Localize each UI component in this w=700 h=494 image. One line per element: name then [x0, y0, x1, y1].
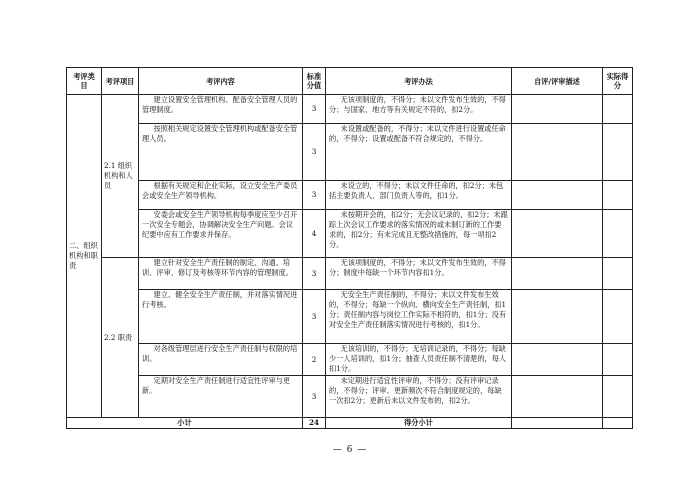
method-cell: 未设置或配备的，不得分；未以文件进行设置或任命的，不得分；设置或配备不符合规定的，不得分。: [326, 124, 512, 181]
score-cell: 3: [303, 376, 326, 418]
table-row: [67, 95, 633, 124]
subtotal-method-label: 得分小计: [326, 418, 512, 429]
self-desc-cell[interactable]: [512, 290, 603, 344]
actual-score-cell[interactable]: [603, 181, 633, 210]
header-category: 考评类目: [67, 68, 102, 95]
self-desc-cell[interactable]: [512, 95, 603, 124]
header-self-desc: 自评/评审描述: [512, 68, 603, 95]
self-desc-cell[interactable]: [512, 344, 603, 376]
table-row: [67, 258, 633, 290]
score-cell: 3: [303, 124, 326, 181]
method-cell: 无该项制度的，不得分；未以文件发布生效的，不得分；制度中每缺一个环节内容扣1分。: [326, 258, 512, 290]
score-cell: 4: [303, 210, 326, 258]
header-row: [67, 68, 633, 95]
content-cell: 建立针对安全生产责任制的制定、沟通、培训、评审、修订及考核等环节内容的管理制度。: [139, 258, 303, 290]
actual-score-cell[interactable]: [603, 210, 633, 258]
method-cell: 无该项制度的，不得分；未以文件发布生效的，不得分；与国家、地方等有关规定不符的，扣2分。: [326, 95, 512, 124]
score-cell: 3: [303, 258, 326, 290]
method-cell: 未定期进行适宜性评审的，不得分；没有评审记录的，不得分；评审、更新频次不符合制度规定的，每缺一次扣2分；更新后未以文件发布的，扣2分。: [326, 376, 512, 418]
section-label: 2.2 职责: [102, 258, 139, 418]
self-desc-cell[interactable]: [512, 376, 603, 418]
page-number: — 6 —: [332, 445, 368, 455]
section-label: 2.1 组织机构和人员: [102, 95, 139, 258]
actual-score-cell[interactable]: [603, 376, 633, 418]
method-cell: 未按期开会的，扣2分；无会议记录的，扣2分；未跟踪上次会议工作要求的落实情况的或未制订新的工作要求的，扣2分；有未完成且无整改措施的，每一项扣2分。: [326, 210, 512, 258]
table-row: [67, 181, 633, 210]
subtotal-score: 24: [303, 418, 326, 429]
self-desc-cell[interactable]: [512, 124, 603, 181]
subtotal-label: 小计: [67, 418, 303, 429]
subtotal-actual-cell[interactable]: [603, 418, 633, 429]
table-row: [67, 290, 633, 344]
actual-score-cell[interactable]: [603, 290, 633, 344]
content-cell: 根据有关规定和企业实际，设立安全生产委员会或安全生产领导机构。: [139, 181, 303, 210]
assessment-sheet: [66, 67, 632, 429]
header-method: 考评办法: [326, 68, 512, 95]
table-row: [67, 210, 633, 258]
content-cell: 对各级管理层进行安全生产责任制与权限的培训。: [139, 344, 303, 376]
header-actual: 实际得分: [603, 68, 633, 95]
header-item: 考评项目: [102, 68, 139, 95]
assessment-table: [66, 67, 633, 429]
header-content: 考评内容: [139, 68, 303, 95]
content-cell: 定期对安全生产责任制进行适宜性评审与更新。: [139, 376, 303, 418]
actual-score-cell[interactable]: [603, 344, 633, 376]
subtotal-row: [67, 418, 633, 429]
header-score: 标准分值: [303, 68, 326, 95]
actual-score-cell[interactable]: [603, 95, 633, 124]
method-cell: 无安全生产责任制的，不得分；未以文件发布生效的，不得分；每缺一个纵向、横向安全生产责任制，扣1分；责任制内容与岗位工作实际不相符的，扣1分；没有对安全生产责任制落实情况进行考核的，扣1分。: [326, 290, 512, 344]
score-cell: 3: [303, 95, 326, 124]
table-row: [67, 124, 633, 181]
method-cell: 未设立的，不得分；未以文件任命的，扣2分；未包括主要负责人、部门负责人等的，扣1分。: [326, 181, 512, 210]
self-desc-cell[interactable]: [512, 181, 603, 210]
score-cell: 2: [303, 344, 326, 376]
method-cell: 无该培训的，不得分；无培训记录的，不得分；每缺少一人培训的，扣1分；抽查人员责任制不清楚的，每人扣1分。: [326, 344, 512, 376]
score-cell: 3: [303, 181, 326, 210]
subtotal-self-desc-cell[interactable]: [512, 418, 603, 429]
category-cell: 二、组织机构和职责: [67, 95, 102, 418]
content-cell: 安委会或安全生产领导机构每季度应至少召开一次安全专题会，协调解决安全生产问题。会议纪要中应有工作要求并保存。: [139, 210, 303, 258]
content-cell: 按照相关规定设置安全管理机构或配备安全管理人员。: [139, 124, 303, 181]
actual-score-cell[interactable]: [603, 258, 633, 290]
actual-score-cell[interactable]: [603, 124, 633, 181]
table-row: [67, 376, 633, 418]
self-desc-cell[interactable]: [512, 258, 603, 290]
content-cell: 建立、健全安全生产责任制，并对落实情况进行考核。: [139, 290, 303, 344]
self-desc-cell[interactable]: [512, 210, 603, 258]
content-cell: 建立设置安全管理机构、配备安全管理人员的管理制度。: [139, 95, 303, 124]
table-row: [67, 344, 633, 376]
score-cell: 3: [303, 290, 326, 344]
